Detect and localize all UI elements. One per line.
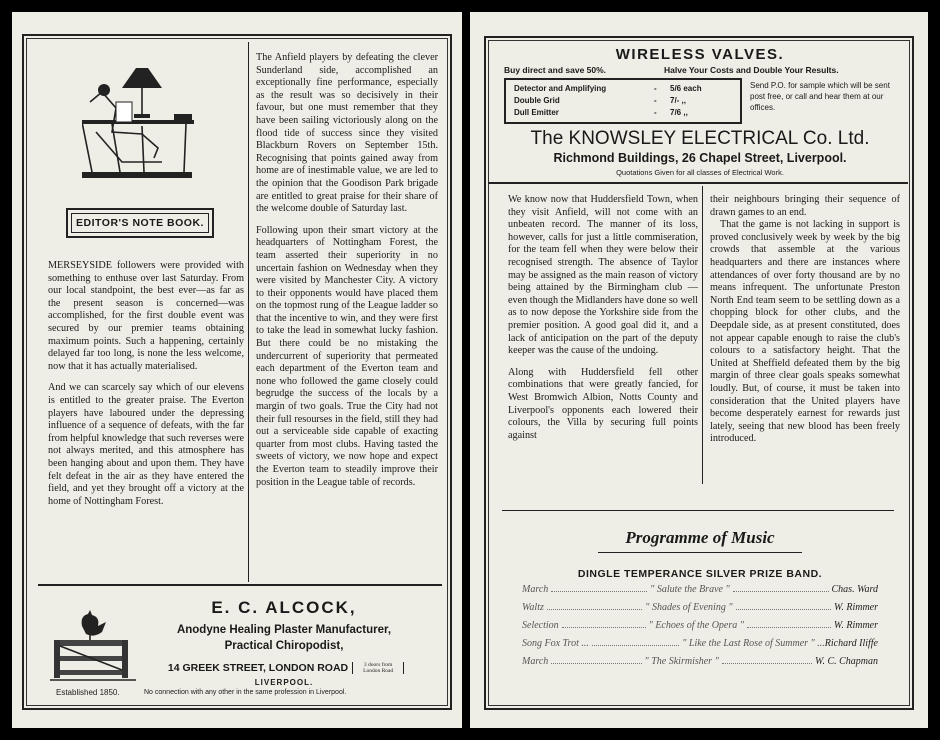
alcock-line2: Practical Chiropodist, [224,640,344,652]
programme-item [522,620,878,631]
programme-item [522,638,878,649]
price-row [514,107,732,119]
programme-type: Waltz [522,602,544,613]
programme-title: Programme of Music [625,528,775,547]
wireless-tagline-right: Halve Your Costs and Double Your Results. [664,65,839,75]
programme-piece: " Like the Last Rose of Summer " ... [682,638,825,649]
right-page [470,12,928,728]
paragraph: The Anfield players by defeating the clever Sunderland side, accomplished an exceptionally fine performance, especially as the result was so decisively in their favour, but one must remember that they have been sailing victoriously along on the flood tide of success since they visited Blackburn Rovers on September 15th. Recognising that points gained away from home are of inestimable value, we are led to the opinion that the Goodison Park brigade are entitled to great praise for their share of the welcome double of Saturday last. [256,52,438,215]
price-item: Detector and Amplifying [514,84,607,93]
programme-title-underline [598,552,802,553]
programme-piece: " Shades of Evening " [645,602,733,613]
paragraph: And we can scarcely say which of our elevens is entitled to the greater praise. The Everton players have laboured under the depressing influence of a sequence of defeats, with the far from helpful knowledge that such reverses were not always merited, and this atmosphere has been hanging about and upon them. They have felt defeat in the air as they have entered the field, and yet they brought off a victory at the home of Nottingham Forest. [48,382,244,507]
paragraph: That the game is not lacking in support is proved conclusively week by week by the big crowds that assemble at the various headquarters and there are instances where attendances of over forty thousand are by no means infrequent. The unfortunate Preston North End team seem to be settling down as a chopping block for other clubs, and the Deepdale side, as at present constituted, does not appear capable enough to raise the club's colours to a satisfactory height. That the United at Sheffield defeated them by the big margin of three clear goals speaks somewhat loudly. But, of course, it must be taken into consideration that the United players have become desperately earnest for rewards just lately, seeing that new blood has been freely introduced. [710,219,900,445]
programme-piece: " The Skirmisher " [644,656,719,667]
price-row [514,95,732,107]
price-dash: - [654,108,657,117]
editor-note-heading-box [66,208,214,238]
programme-composer: Richard Iliffe [824,638,878,649]
programme-type: March [522,656,549,667]
programme-type: Selection [522,620,559,631]
programme-item [522,584,878,595]
column-divider [702,186,703,484]
alcock-address: 14 GREEK STREET, LONDON ROAD [167,662,349,674]
left-column-2 [256,52,438,498]
paragraph: MERSEYSIDE followers were provided with something to enthuse over last Saturday. From our local standpoint, the best ever—as far as the present season is concerned—was accomplished, for the first double event was secured by our premier teams obtaining maximum points. Such a happening, certainly delayed far too long, is none the less welcome, now that it has actually materialised. [48,260,244,372]
programme-type: Song Fox Trot ... [522,638,589,649]
left-column-1 [48,260,244,517]
programme-composer: Chas. Ward [831,584,879,595]
paragraph: their neighbours bringing their sequence of drawn games to an end. [710,194,900,218]
price-value: 7/- ,, [670,96,687,105]
alcock-address-note: 3 doors from London Road [352,662,404,674]
editor-reading-illustration [82,62,202,184]
price-value: 7/6 ,, [670,108,688,117]
rooster-on-gate-icon [50,608,136,682]
programme-type: March [522,584,549,595]
paragraph: Following upon their smart victory at the headquarters of Nottingham Forest, the team asserted their superiority in no uncertain fashion on Wednesday when they were visited by Manchester City. A victory to their opponents would have placed them on the topmost rung of the League ladder so that the incentive to win, and they were first to take the lead in somewhat lucky fashion. But there could be no mistaking the undercurrent of superiority that permeated each department of the Everton team and none who followed the game closely could begrudge the success of the locals by a margin of two goals. True the City had not their full resourses in the field, still they had out a serviceable side capable of exacting quarter from most clubs. Having tasted the sweets of victory, we now hope and expect the Everton team to steadily improve their position in the League table of records. [256,224,438,488]
alcock-name: E. C. ALCOCK, [211,598,357,617]
wireless-title: WIRELESS VALVES. [615,46,785,63]
paragraph: Along with Huddersfield fell other combinations that were greatly fancied, for West Bromwich Albion, Notts County and Liverpool's opponents each lowered their colours, the Villa by securing full points against [508,366,698,441]
programme-piece: " Echoes of the Opera " [648,620,744,631]
price-item: Dull Emitter [514,108,559,117]
programme-composer: W. Rimmer [833,620,878,631]
programme-item [522,602,878,613]
left-page [12,12,462,728]
paragraph: We know now that Huddersfield Town, when they visit Anfield, will not come with an unbeaten record. The manner of its loss, however, calls for just a little commiseration, for the team fell when they were below their recognised strength. The absence of Taylor may be assigned as the main reason of victory being attained by the Birmingham club — even though the Midlanders have done so well as to now depose the Yorkshire side from the premier position. A good goal did it, and a lack of anticipation on the part of the deputy keeper was the cause of the undoing. [508,194,698,357]
price-dash: - [654,96,657,105]
wireless-send-note: Send P.O. for sample which will be sent post free, or call and hear them at our offices. [750,81,890,112]
alcock-established: Established 1850. [56,688,120,697]
programme-composer: W. Rimmer [833,602,879,613]
programme-divider [502,510,894,511]
price-item: Double Grid [514,96,560,105]
knowsley-address: Richmond Buildings, 26 Chapel Street, Liverpool. [553,151,847,165]
alcock-city: LIVERPOOL. [254,678,314,687]
programme-composer: W. C. Chapman [815,656,879,667]
editor-note-heading: EDITOR'S NOTE BOOK. [76,217,204,229]
programme-item [522,656,878,667]
knowsley-company: The KNOWSLEY ELECTRICAL Co. Ltd. [530,128,870,149]
right-column-1 [508,194,698,451]
price-dash: - [654,84,657,93]
alcock-line1: Anodyne Healing Plaster Manufacturer, [176,624,392,636]
wireless-tagline-left: Buy direct and save 50%. [504,65,607,75]
alcock-advert [38,584,442,702]
price-value: 5/6 each [670,84,702,93]
alcock-note: No connection with any other in the same profession in Liverpool. [144,689,347,696]
alcock-address-row [136,662,436,674]
programme-band: DINGLE TEMPERANCE SILVER PRIZE BAND. [577,568,823,580]
knowsley-quotes: Quotations Given for all classes of Electrical Work. [616,168,784,177]
column-divider [248,42,249,582]
ad-bottom-rule [488,182,908,184]
price-box [504,78,742,124]
programme-piece: " Salute the Brave " [650,584,730,595]
right-column-2 [710,194,900,455]
price-row [514,83,732,95]
